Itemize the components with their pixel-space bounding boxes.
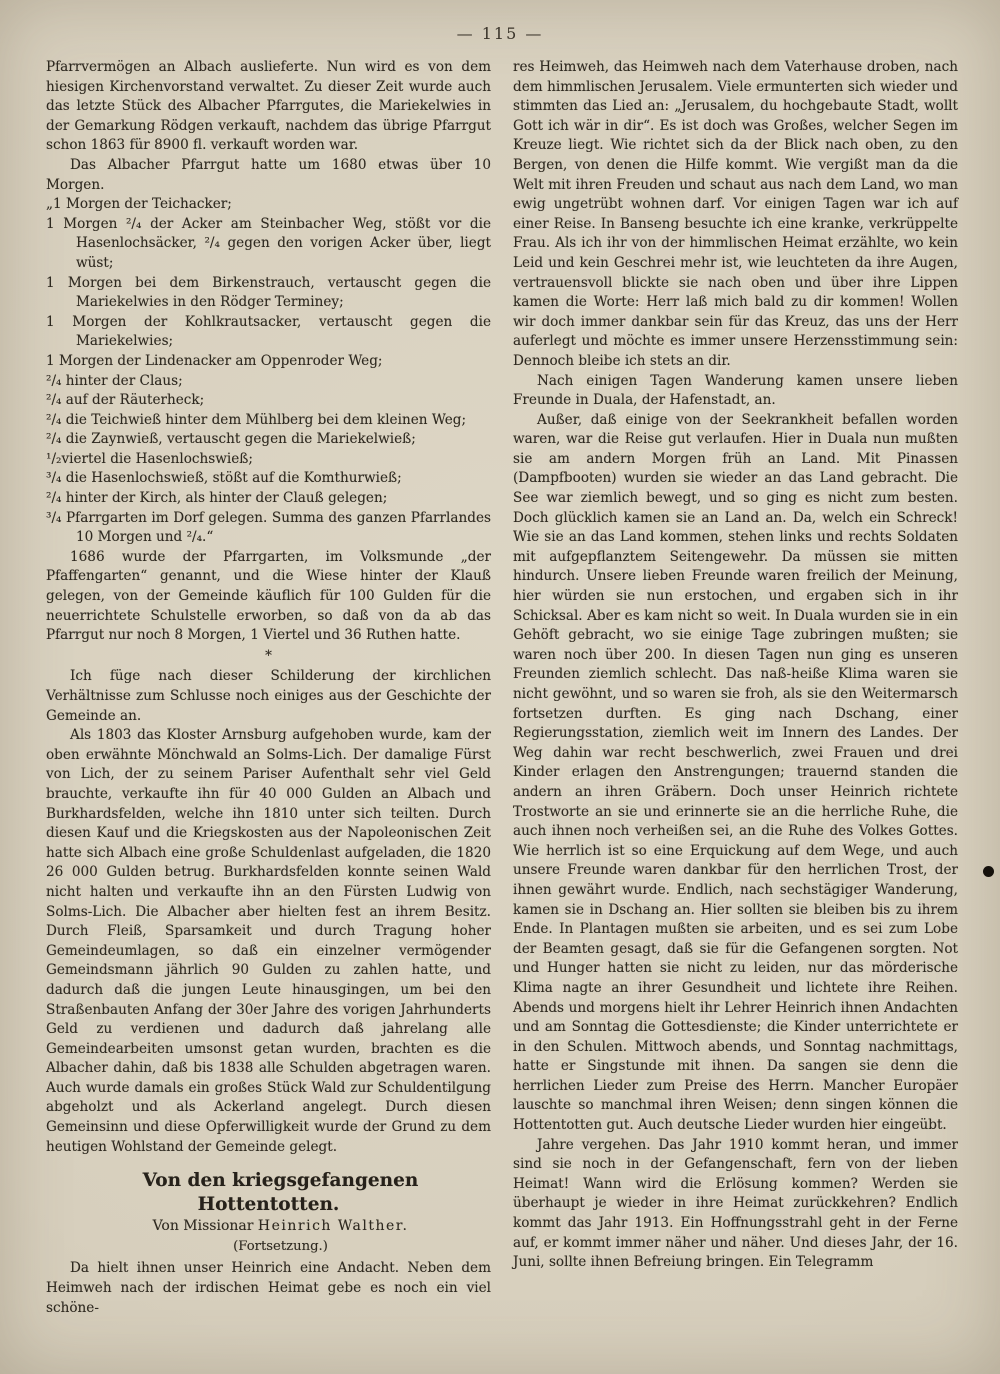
land-register-item: 1 Morgen bei dem Birkenstrauch, vertauscht gegen die Mariekelwies in den Rödger Terminey;	[46, 274, 491, 311]
article-title: Von den kriegsgefangenen Hottentotten.	[142, 1170, 419, 1216]
paragraph: Als 1803 das Kloster Arnsburg aufgehoben wurde, kam der oben erwähnte Mönchwald an Solms-Lich. Der damalige Fürst von Lich, der zu seinem Pariser Aufenthalt sehr viel Geld brauchte, verkaufte ihn für 40 000 Gulden an Albach und Burkhardsfelden, welche ihn 1810 unter sich teilten. Durch diesen Kauf und die Kriegskosten aus der Napoleonischen Zeit hatte sich Albach eine große Schuldenlast aufgeladen, die 1820 26 000 Gulden betrug. Burkhardsfelden konnte seinen Wald nicht halten und verkaufte ihn an den Fürsten Ludwig von Solms-Lich. Die Albacher aber hielten fest an ihrem Besitz. Durch Fleiß, Sparsamkeit und durch Tragung hoher Gemeindeumlagen, so daß ein einzelner vermögender Gemeindsmann jährlich 90 Gulden zu zahlen hatte, und dadurch daß die jungen Leute hinausgingen, um bei den Straßenbauten Anfang der 30er Jahre des vorigen Jahrhunderts Geld zu verdienen und dadurch daß jahrelang alle Gemeindearbeiten umsonst getan wurden, brachten es die Albacher dahin, daß bis 1838 alle Schulden abgetragen waren. Auch wurde damals ein großes Stück Wald zur Schuldentilgung abgeholzt und als Ackerland angelegt. Durch diesen Gemeinsinn und diese Opferwilligkeit wurde der Grund zu dem heutigen Wohlstand der Gemeinde gelegt.	[46, 727, 491, 1155]
continuation-note: (Fortsetzung.)	[233, 1238, 328, 1254]
land-register-item: ²/₄ auf der Räuterheck;	[46, 392, 205, 409]
paragraph: Ich füge nach dieser Schilderung der kirchlichen Verhältnisse zum Schlusse noch einiges aus der Geschichte der Gemeinde an.	[46, 668, 491, 724]
article-header	[46, 1169, 491, 1256]
land-register-item: ³/₄ Pfarrgarten im Dorf gelegen. Summa des ganzen Pfarrlandes 10 Morgen und ²/₄.“	[46, 509, 491, 546]
land-register-item: 1 Morgen der Lindenacker am Oppenroder Weg;	[46, 352, 383, 369]
paragraph: Das Albacher Pfarrgut hatte um 1680 etwas über 10 Morgen.	[46, 156, 491, 193]
text-columns	[46, 58, 958, 1318]
paragraph: Nach einigen Tagen Wanderung kamen unsere lieben Freunde in Duala, der Hafenstadt, an.	[513, 372, 958, 409]
land-register-item: ²/₄ hinter der Kirch, als hinter der Clauß gelegen;	[46, 490, 388, 507]
land-register-item: 1 Morgen der Kohlkrautsacker, vertauscht gegen die Mariekelwies;	[46, 313, 491, 350]
paragraph: Da hielt ihnen unser Heinrich eine Andacht. Neben dem Heimweh nach der irdischen Heimat gebe es noch ein viel schöne-	[46, 1260, 491, 1316]
land-register-item: ³/₄ die Hasenlochswieß, stößt auf die Komthurwieß;	[46, 470, 402, 487]
article-byline	[46, 1217, 491, 1237]
paragraph: Außer, daß einige von der Seekrankheit befallen worden waren, war die Reise gut verlaufen. Hier in Duala nun mußten sie am andern Morgen früh an Land. Mit Pinassen (Dampfbooten) wurden sie wieder an das Land gebracht. Die See war ziemlich bewegt, und so ging es nicht zum besten. Doch glücklich kamen sie an Land an. Da, welch ein Schreck! Wie sie an das Land kommen, stehen links und rechts Soldaten mit aufgepflanztem Seitengewehr. Da müssen sie mitten hindurch. Unsere lieben Freunde waren freilich der Meinung, hier würden sie nun erstochen, und ergaben sich in ihr Schicksal. Aber es kam nicht so weit. In Duala wurden sie in ein Gehöft gebracht, wo sie einige Tage zubringen mußten; sie waren noch über 200. In diesen Tagen nun ging es unseren Freunden ziemlich schlecht. Das naß-heiße Klima waren sie nicht gewöhnt, und so waren sie froh, als sie den Weitermarsch fortsetzen durften. Es ging nach Dschang, einer Regierungsstation, ziemlich weit im Innern des Landes. Der Weg dahin war recht beschwerlich, zwei Frauen und drei Kinder erlagen den Anstrengungen; trauernd standen die andern an ihren Gräbern. Doch unser Heinrich richtete Trostworte an sie und erinnerte sie an die herrliche Ruhe, die auch ihnen noch verheißen sei, an die Ruhe des Volkes Gottes. Wie herrlich ist so eine Erquickung auf dem Wege, und auch unsere Freunde waren dankbar für den herrlichen Trost, der ihnen gewährt wurde. Endlich, nach sechstägiger Wanderung, kamen sie in Dschang an. Hier sollten sie bleiben bis zu ihrem Ende. In Plantagen mußten sie arbeiten, und es sei zum Lobe der Beamten gesagt, daß sie für die Gefangenen sorgten. Not und Hunger hatten sie nicht zu leiden, nur das mörderische Klima nagte an ihrer Gesundheit und lichtete ihre Reihen. Abends und morgens hielt ihr Lehrer Heinrich ihnen Andachten und am Sonntag die Gottesdienste; die Kinder unterrichtete er in den Schulen. Mittwoch abends, und Sonntag nachmittags, hatte er Singstunde mit ihnen. Da sangen sie denn die herrlichen Lieder zum Preise des Herrn. Mancher Europäer lauschte so manchmal ihren Weisen; denn singen können die Hottentotten gut. Auch deutsche Lieder wurden hier eingeübt.	[513, 411, 958, 1134]
paragraph: Pfarrvermögen an Albach auslieferte. Nun wird es von dem hiesigen Kirchenvorstand verwaltet. Zu dieser Zeit wurde auch das letzte Stück des Albacher Pfarrgutes, die Mariekelwies in der Gemarkung Rödgen verkauft, nachdem das übrige Pfarrgut schon 1863 für 8900 fl. verkauft worden war.	[46, 59, 491, 154]
paragraph: 1686 wurde der Pfarrgarten, im Volksmunde „der Pfaffengarten“ genannt, und die Wiese hinter der Klauß gelegen, von der Gemeinde käuflich für 100 Gulden für die neuerrichtete Schulstelle erworben, so daß von da ab das Pfarrgut nur noch 8 Morgen, 1 Viertel und 36 Ruthen hatte.	[46, 548, 491, 644]
margin-ink-dot	[983, 866, 994, 877]
byline-prefix: Von Missionar	[152, 1218, 258, 1235]
paragraph: res Heimweh, das Heimweh nach dem Vaterhause droben, nach dem himmlischen Jerusalem. Viele ermunterten sich wieder und stimmten das Lied an: „Jerusalem, du hochgebaute Stadt, wollt Gott ich wär in dir“. Es ist doch was Großes, welcher Segen im Kreuze liegt. Wie richtet sich da der Blick nach oben, zu den Bergen, von denen die Hilfe kommt. Wie vergißt man da die Welt mit ihren Freuden und schaut aus nach dem Land, wo man ewig ungetrübt wohnen darf. Vor einigen Tagen war ich auf einer Reise. In Banseng besuchte ich eine kranke, verkrüppelte Frau. Als ich ihr von der himmlischen Heimat erzählte, wo kein Leid und kein Geschrei mehr ist, wie leuchteten da ihre Augen, vertrauensvoll blickte sie nach oben und über ihre Lippen kamen die Worte: Herr laß mich bald zu dir kommen! Wollen wir doch immer dankbar sein für das Kreuz, das uns der Herr auferlegt und möchte es immer unsere Herzensstimmung sein: Dennoch bleibe ich stets an dir.	[513, 59, 958, 369]
land-register-item: 1 Morgen ²/₄ der Acker am Steinbacher Weg, stößt vor die Hasenlochsäcker, ²/₄ gegen den vorigen Acker über, liegt wüst;	[46, 215, 491, 271]
byline-author-name: Heinrich Walther.	[257, 1218, 409, 1235]
land-register-item: ¹/₂viertel die Hasenlochswieß;	[46, 450, 253, 467]
land-register-item: „1 Morgen der Teichacker;	[46, 196, 232, 213]
land-register-list	[46, 195, 491, 548]
page-number: — 115 —	[456, 24, 544, 43]
left-column	[46, 58, 491, 1318]
footnote-separator: *	[265, 647, 272, 664]
land-register-item: ²/₄ die Teichwieß hinter dem Mühlberg bei dem kleinen Weg;	[46, 411, 467, 428]
paragraph: Jahre vergehen. Das Jahr 1910 kommt heran, und immer sind sie noch in der Gefangenschaft, fern von der lieben Heimat! Wann wird die Erlösung kommen? Werden sie überhaupt je wieder in ihre Heimat zurückkehren? Endlich kommt das Jahr 1913. Ein Hoffnungsstrahl geht in der Ferne auf, er kommt immer näher und näher. Und dieses Jahr, der 16. Juni, sollte ihnen Befreiung bringen. Ein Telegramm	[513, 1136, 958, 1271]
land-register-item: ²/₄ die Zaynwieß, vertauscht gegen die Mariekelwieß;	[46, 431, 416, 448]
land-register-item: ²/₄ hinter der Claus;	[46, 372, 183, 389]
right-column	[513, 58, 958, 1318]
